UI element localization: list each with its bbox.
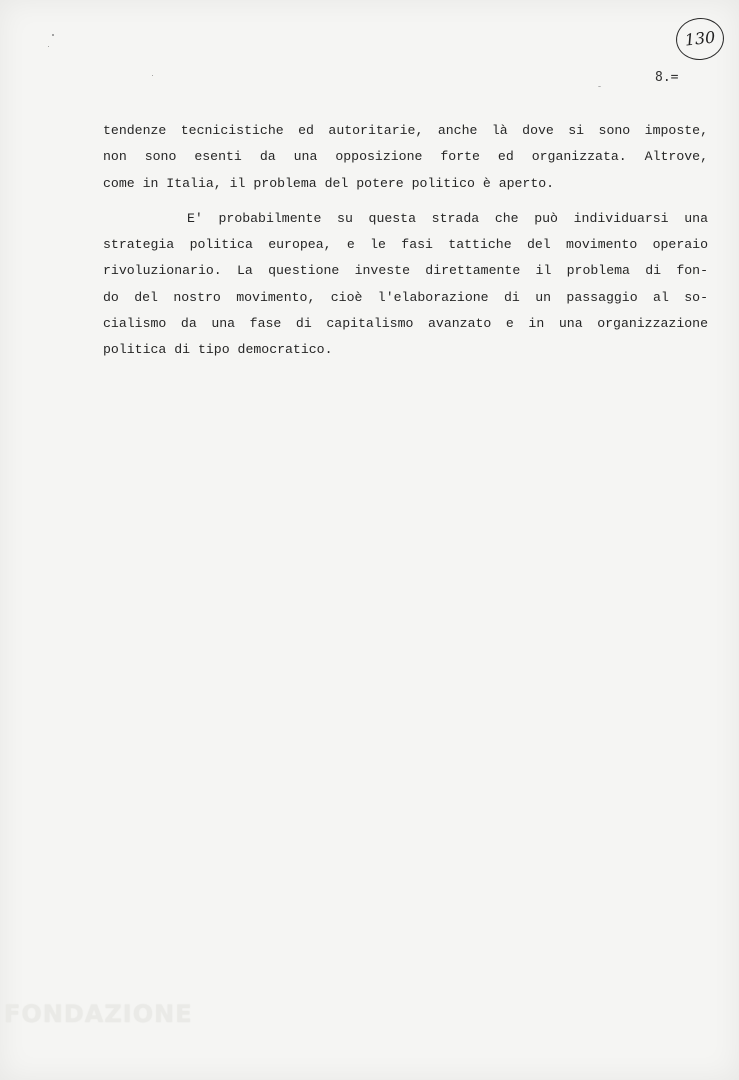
paragraph-1: [103, 118, 708, 197]
scan-speck: [152, 75, 153, 76]
paragraph-gap: [103, 197, 708, 206]
body-text: [103, 118, 708, 364]
paragraph-2: [103, 206, 708, 364]
scan-speck: [48, 46, 49, 47]
text-line: tendenze tecnicistiche ed autoritarie, anche là dove si sono imposte,: [103, 123, 708, 138]
text-line: rivoluzionario. La questione investe direttamente il problema di fon-: [103, 263, 708, 279]
text-line: E' probabilmente su questa strada che può individuarsi una: [187, 210, 708, 226]
text-line: do del nostro movimento, cioè l'elaborazione di un passaggio al so-: [103, 289, 708, 305]
foundation-watermark: FONDAZIONE: [4, 1000, 193, 1028]
scan-speck: [598, 86, 601, 87]
archive-number-stamp: 130: [674, 16, 726, 63]
text-line: politica di tipo democratico.: [103, 342, 333, 358]
text-line: come in Italia, il problema del potere politico è aperto.: [103, 175, 555, 191]
text-line: non sono esenti da una opposizione forte ed organizzata. Altrove,: [103, 149, 708, 165]
text-line: cialismo da una fase di capitalismo avanzato e in una organizzazione: [103, 316, 708, 332]
page-number: 8.=: [655, 70, 679, 85]
text-line: strategia politica europea, e le fasi tattiche del movimento operaio: [103, 237, 708, 253]
scan-speck: [52, 34, 54, 36]
